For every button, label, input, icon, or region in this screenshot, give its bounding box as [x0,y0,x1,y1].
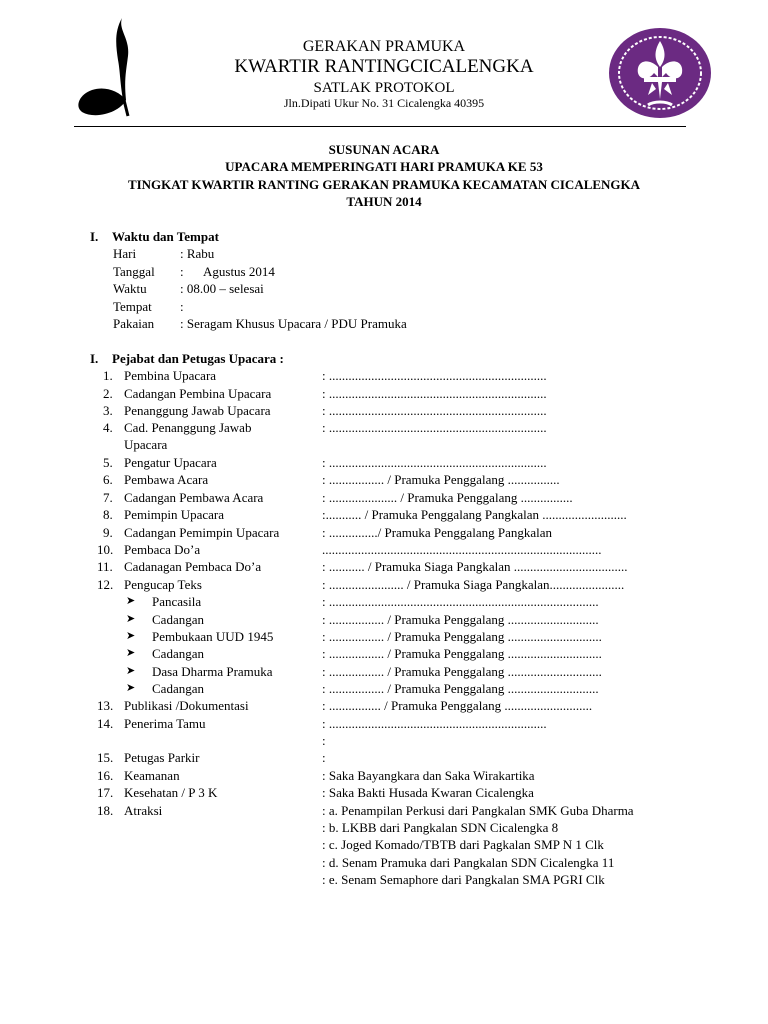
officer-assignment: : ........... / Pramuka Siaga Pangkalan ................................... [322,559,628,574]
item-number: 16. [97,768,114,783]
officer-role: Cadangan [152,646,204,661]
officer-row [0,525,768,543]
officer-role: Petugas Parkir [124,750,200,765]
officer-row [0,716,768,734]
officer-role: Pemimpin Upacara [124,507,224,522]
info-row [0,246,768,264]
officer-assignment: : ................................................................... [322,455,547,470]
officer-role: Pembina Upacara [124,368,217,383]
officer-row [0,681,768,699]
officer-row [0,386,768,404]
officer-row [0,420,768,438]
arrow-bullet-icon: ➤ [126,595,136,607]
officer-row [0,646,768,664]
info-value: : Rabu [180,246,215,261]
officer-role: Pancasila [152,594,202,609]
officer-assignment: : ................................................................................... [322,594,599,609]
info-row [0,316,768,334]
title-line-3: TINGKAT KWARTIR RANTING GERAKAN PRAMUKA KECAMATAN CICALENGKA [127,177,641,192]
address: Jln.Dipati Ukur No. 31 Cicalengka 40395 [283,96,485,110]
item-number: 14. [97,716,114,731]
item-number: 12. [97,577,114,592]
arrow-bullet-icon: ➤ [126,682,136,694]
info-value: : 08.00 – selesai [180,281,264,296]
section-title: Waktu dan Tempat [112,229,219,244]
officer-role: Upacara [124,437,168,452]
officer-assignment: : ................................................................... [322,368,547,383]
officer-row [0,403,768,421]
officer-role: Cadangan Pembina Upacara [124,386,272,401]
officer-role: Penanggung Jawab Upacara [124,403,271,418]
officer-assignment: : a. Penampilan Perkusi dari Pangkalan SMK Guba Dharma [322,803,634,818]
info-label: Waktu [113,281,147,296]
item-number: 13. [97,698,114,713]
officer-row [0,577,768,595]
officer-row [0,612,768,630]
officer-row [0,750,768,768]
officer-row [0,664,768,682]
officer-role: Pengucap Teks [124,577,202,592]
item-number: 7. [103,490,113,505]
section-2-heading [0,351,768,369]
officer-role: Pembukaan UUD 1945 [152,629,274,644]
info-row [0,281,768,299]
officer-role: Penerima Tamu [124,716,206,731]
officer-role: Cadangan Pembawa Acara [124,490,264,505]
officer-row [0,490,768,508]
officer-row [0,368,768,386]
officer-role: Cadanagan Pembaca Do’a [124,559,262,574]
officer-row [0,437,768,455]
officer-row [0,855,768,873]
officer-row [0,559,768,577]
officer-row [0,872,768,890]
officer-assignment: : ................. / Pramuka Penggalang ............................ [322,681,599,696]
unit-name: KWARTIR RANTINGCICALENGKA [234,56,534,77]
item-number: 9. [103,525,113,540]
info-label: Tempat [113,299,152,314]
officer-row [0,820,768,838]
officer-assignment: : ................ / Pramuka Penggalang ........................... [322,698,593,713]
officer-role: Atraksi [124,803,163,818]
officer-assignment: : ....................... / Pramuka Siaga Pangkalan....................... [322,577,625,592]
officer-assignment: : ................................................................... [322,420,547,435]
info-value: : [180,264,184,279]
title-line-2: UPACARA MEMPERINGATI HARI PRAMUKA KE 53 [225,159,543,174]
officer-role: Cad. Penanggung Jawab [124,420,252,435]
officer-row [0,837,768,855]
arrow-bullet-icon: ➤ [126,630,136,642]
officer-assignment: : ................................................................... [322,716,547,731]
officer-role: Cadangan Pemimpin Upacara [124,525,280,540]
info-row [0,299,768,317]
officer-row [0,698,768,716]
officer-assignment: : Saka Bayangkara dan Saka Wirakartika [322,768,535,783]
section-number: I. [90,229,99,244]
info-extra: Agustus 2014 [203,264,275,279]
title-line-4: TAHUN 2014 [346,194,422,209]
officer-assignment: : ................. / Pramuka Penggalang ............................. [322,664,602,679]
officer-assignment: : .............../ Pramuka Penggalang Pangkalan [322,525,552,540]
title-line-1: SUSUNAN ACARA [328,142,440,157]
org-name: GERAKAN PRAMUKA [302,38,466,55]
officer-role: Pembawa Acara [124,472,209,487]
item-number: 17. [97,785,114,800]
info-value: : Seragam Khusus Upacara / PDU Pramuka [180,316,407,331]
arrow-bullet-icon: ➤ [126,647,136,659]
officer-assignment: : ................. / Pramuka Penggalang ............................. [322,629,602,644]
officer-role: Cadangan [152,681,204,696]
item-number: 3. [103,403,113,418]
officer-row [0,594,768,612]
officer-row [0,542,768,560]
officer-assignment: : c. Joged Komado/TBTB dari Pagkalan SMP N 1 Clk [322,837,604,852]
section-number: I. [90,351,99,366]
officer-row [0,768,768,786]
officer-row [0,803,768,821]
item-number: 1. [103,368,113,383]
officer-assignment: : ..................... / Pramuka Penggalang ................ [322,490,573,505]
info-value: : [180,299,184,314]
officer-assignment: : ................. / Pramuka Penggalang ................ [322,472,560,487]
officer-assignment: : Saka Bakti Husada Kwaran Cicalengka [322,785,534,800]
item-number: 4. [103,420,113,435]
info-label: Hari [113,246,137,261]
item-number: 18. [97,803,114,818]
officer-row [0,472,768,490]
officer-role: Dasa Dharma Pramuka [152,664,273,679]
item-number: 5. [103,455,113,470]
info-label: Tanggal [113,264,155,279]
section-title: Pejabat dan Petugas Upacara : [112,351,284,366]
officer-role: Pembaca Do’a [124,542,201,557]
officer-assignment: : [322,750,326,765]
item-number: 2. [103,386,113,401]
item-number: 8. [103,507,113,522]
officer-row [0,733,768,751]
dept-name: SATLAK PROTOKOL [313,80,455,96]
officer-role: Pengatur Upacara [124,455,217,470]
officer-assignment: : b. LKBB dari Pangkalan SDN Cicalengka 8 [322,820,559,835]
officer-role: Keamanan [124,768,180,783]
arrow-bullet-icon: ➤ [126,665,136,677]
item-number: 15. [97,750,114,765]
officer-assignment: : d. Senam Pramuka dari Pangkalan SDN Cicalengka 11 [322,855,615,870]
officer-row [0,507,768,525]
header-divider [74,126,686,127]
officer-row [0,629,768,647]
officer-role: Publikasi /Dokumentasi [124,698,249,713]
officer-assignment: : ................................................................... [322,403,547,418]
section-1-heading [0,229,768,247]
officer-assignment: :........... / Pramuka Penggalang Pangkalan .......................... [322,507,627,522]
arrow-bullet-icon: ➤ [126,613,136,625]
officer-assignment: : ................. / Pramuka Penggalang ............................ [322,612,599,627]
officer-row [0,455,768,473]
officer-role: Cadangan [152,612,204,627]
item-number: 10. [97,542,114,557]
officer-assignment: ...................................................................................... [322,542,602,557]
info-label: Pakaian [113,316,155,331]
officer-row [0,785,768,803]
item-number: 6. [103,472,113,487]
officer-assignment: : e. Senam Semaphore dari Pangkalan SMA PGRI Clk [322,872,605,887]
officer-assignment: : [322,733,326,748]
officer-assignment: : ................. / Pramuka Penggalang ............................. [322,646,602,661]
officer-assignment: : ................................................................... [322,386,547,401]
item-number: 11. [97,559,113,574]
officer-role: Kesehatan / P 3 K [124,785,218,800]
info-row [0,264,768,282]
